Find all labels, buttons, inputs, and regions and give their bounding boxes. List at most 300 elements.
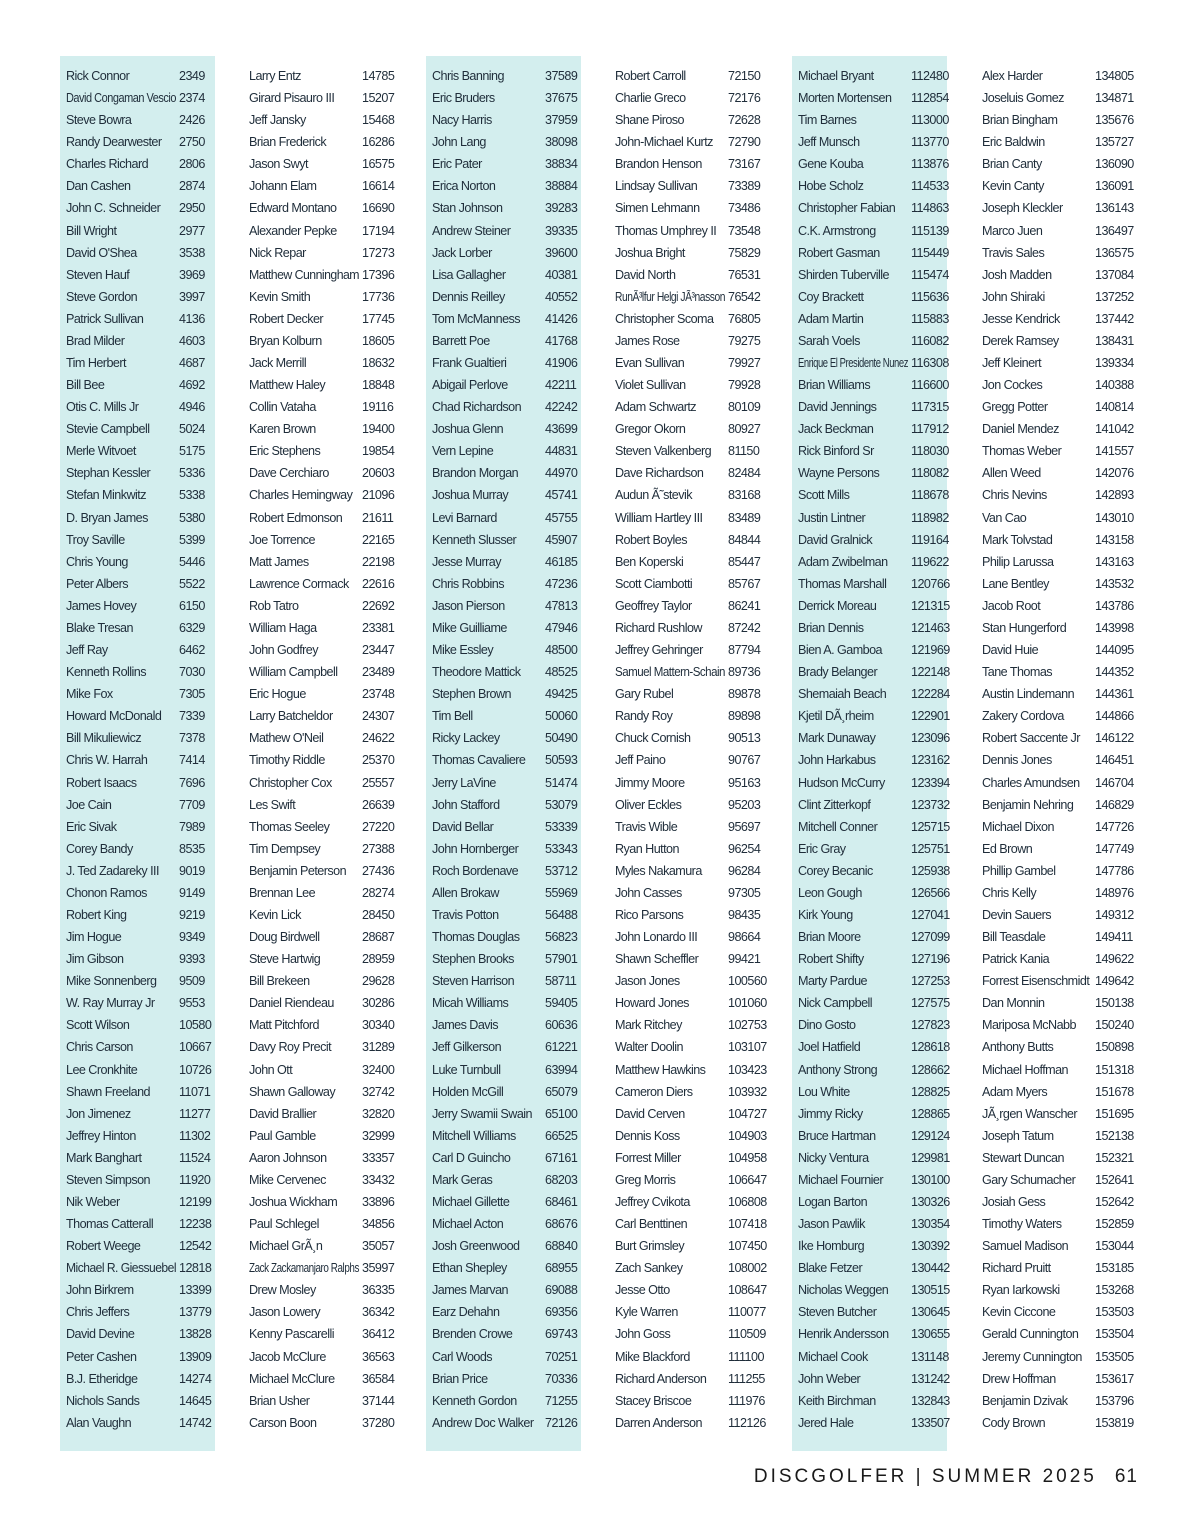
member-row — [792, 1323, 950, 1345]
member-name: Marty Pardue — [798, 974, 867, 989]
member-row — [426, 573, 581, 595]
member-row — [792, 286, 947, 308]
member-row — [60, 683, 215, 705]
member-name: Paul Gamble — [249, 1128, 316, 1143]
member-row — [976, 1036, 1134, 1058]
member-number: 73389 — [728, 179, 761, 194]
member-column-5 — [792, 56, 950, 1451]
member-number: 136090 — [1095, 157, 1134, 172]
member-name: Stephan Kessler — [66, 466, 151, 481]
member-row — [60, 749, 215, 771]
member-number: 56823 — [545, 930, 578, 945]
member-row — [243, 617, 398, 639]
member-row — [976, 772, 1134, 794]
member-row — [609, 1257, 767, 1279]
member-row — [60, 1059, 215, 1081]
member-name: Lindsay Sullivan — [615, 179, 698, 194]
member-name: Thomas Douglas — [432, 930, 520, 945]
member-number: 98435 — [728, 907, 761, 922]
member-row — [609, 926, 764, 948]
member-name: Geoffrey Taylor — [615, 598, 692, 613]
member-name: Jimmy Ricky — [798, 1106, 863, 1121]
member-name: Gerald Cunnington — [982, 1327, 1079, 1342]
member-row — [243, 1191, 398, 1213]
member-number: 120766 — [911, 576, 950, 591]
member-number: 5024 — [179, 422, 205, 437]
member-name: Daniel Riendeau — [249, 996, 334, 1011]
member-number: 56488 — [545, 907, 578, 922]
member-name: Alexander Pepke — [249, 223, 337, 238]
member-row — [976, 1390, 1134, 1412]
member-row — [243, 970, 398, 992]
member-row — [609, 308, 764, 330]
member-number: 2874 — [179, 179, 205, 194]
member-row — [60, 705, 215, 727]
member-name: Stan Johnson — [432, 201, 503, 216]
member-number: 60636 — [545, 1018, 578, 1033]
member-name: Jim Gibson — [66, 952, 124, 967]
member-name: Chris Carson — [66, 1040, 133, 1055]
member-row — [60, 860, 215, 882]
member-row — [60, 308, 215, 330]
member-name: James Davis — [432, 1018, 499, 1033]
member-row — [60, 507, 215, 529]
member-number: 113770 — [911, 135, 949, 150]
member-name: Benjamin Nehring — [982, 797, 1074, 812]
member-number: 61221 — [545, 1040, 578, 1055]
member-name: Morten Mortensen — [798, 91, 892, 106]
member-name: Jim Hogue — [66, 930, 122, 945]
member-number: 81150 — [728, 444, 760, 459]
member-row — [426, 749, 581, 771]
member-row — [60, 904, 215, 926]
member-name: John Harkabus — [798, 753, 876, 768]
member-number: 149411 — [1095, 930, 1133, 945]
member-number: 110077 — [728, 1305, 766, 1320]
member-name: Stewart Duncan — [982, 1150, 1064, 1165]
member-name: Eric Gray — [798, 841, 846, 856]
member-row — [243, 440, 398, 462]
member-name: Brian Usher — [249, 1393, 310, 1408]
member-row — [60, 418, 215, 440]
member-row — [976, 1301, 1134, 1323]
member-row — [792, 1279, 950, 1301]
member-row — [976, 683, 1134, 705]
member-name: Shane Piroso — [615, 113, 685, 128]
member-name: Tane Thomas — [982, 665, 1053, 680]
member-row — [792, 197, 947, 219]
member-name: Alex Harder — [982, 69, 1043, 83]
member-row — [609, 352, 764, 374]
member-number: 152641 — [1095, 1172, 1134, 1187]
member-row — [243, 109, 398, 131]
member-number: 111255 — [728, 1371, 765, 1386]
member-row — [426, 705, 581, 727]
member-name: Jason Pawlik — [798, 1217, 865, 1232]
member-row — [243, 153, 398, 175]
member-row — [609, 573, 764, 595]
member-name: Mike Essley — [432, 643, 494, 658]
member-row — [792, 882, 950, 904]
member-name: Robert Carroll — [615, 69, 686, 83]
member-number: 127253 — [911, 974, 950, 989]
member-name: Steven Simpson — [66, 1172, 151, 1187]
member-row — [243, 551, 398, 573]
member-number: 128825 — [911, 1084, 950, 1099]
member-name: Cody Brown — [982, 1415, 1046, 1430]
member-number: 17273 — [362, 245, 395, 260]
member-name: Jack Merrill — [249, 356, 307, 371]
member-name: Nik Weber — [66, 1194, 120, 1209]
member-name: Patrick Sullivan — [66, 311, 144, 326]
member-number: 150898 — [1095, 1040, 1134, 1055]
member-name: Otis C. Mills Jr — [66, 400, 139, 415]
member-row — [976, 595, 1134, 617]
member-row — [792, 1036, 950, 1058]
member-name: Philip Larussa — [982, 554, 1054, 569]
member-name: Mathew O'Neil — [249, 731, 324, 746]
member-row — [243, 727, 398, 749]
member-number: 18605 — [362, 333, 395, 348]
member-name: Justin Lintner — [798, 510, 866, 525]
member-name: Tim Barnes — [798, 113, 857, 128]
member-row — [426, 374, 581, 396]
member-row — [426, 1081, 581, 1103]
member-number: 7709 — [179, 797, 205, 812]
member-number: 151678 — [1095, 1084, 1134, 1099]
member-number: 11302 — [179, 1128, 211, 1143]
member-row — [60, 1103, 215, 1125]
member-row — [426, 661, 581, 683]
member-row — [609, 1213, 767, 1235]
member-number: 146451 — [1095, 753, 1134, 768]
member-row — [243, 860, 398, 882]
member-name: JÃ¸rgen Wanscher — [982, 1106, 1078, 1121]
member-name: Nick Campbell — [798, 996, 873, 1011]
member-name: Shemaiah Beach — [798, 687, 887, 702]
member-row — [60, 109, 215, 131]
member-number: 9349 — [179, 930, 205, 945]
member-row — [243, 131, 398, 153]
member-name: Michael Cook — [798, 1349, 868, 1364]
member-name: Allen Brokaw — [432, 885, 499, 900]
member-row — [426, 1059, 581, 1081]
member-row — [426, 462, 581, 484]
member-row — [60, 1191, 215, 1213]
member-number: 41426 — [545, 311, 578, 326]
member-number: 134871 — [1095, 91, 1134, 106]
member-row — [426, 551, 581, 573]
member-number: 17396 — [362, 267, 395, 282]
member-name: Mark Geras — [432, 1172, 493, 1187]
member-name: Bill Teasdale — [982, 930, 1046, 945]
member-number: 153819 — [1095, 1415, 1134, 1430]
member-row — [792, 462, 947, 484]
member-row — [243, 1125, 398, 1147]
member-row — [243, 242, 398, 264]
member-number: 126566 — [911, 885, 950, 900]
member-name: Jason Jones — [615, 974, 680, 989]
member-row — [243, 772, 398, 794]
member-name: Mariposa McNabb — [982, 1018, 1076, 1033]
member-name: Jered Hale — [798, 1415, 854, 1430]
member-row — [426, 904, 581, 926]
member-number: 4946 — [179, 400, 205, 415]
member-number: 2977 — [179, 223, 205, 238]
member-name: John Hornberger — [432, 841, 519, 856]
member-number: 3538 — [179, 245, 205, 260]
member-name: Brian Frederick — [249, 135, 327, 150]
member-name: Jacob McClure — [249, 1349, 326, 1364]
member-number: 80927 — [728, 422, 761, 437]
member-row — [792, 242, 947, 264]
member-name: Dan Cashen — [66, 179, 131, 194]
member-row — [426, 639, 581, 661]
member-name: Shawn Freeland — [66, 1084, 151, 1099]
member-name: Josiah Gess — [982, 1194, 1046, 1209]
member-name: Rick Connor — [66, 69, 130, 83]
member-row — [976, 352, 1134, 374]
member-row — [792, 440, 947, 462]
member-row — [792, 1103, 950, 1125]
member-row — [426, 683, 581, 705]
member-row — [792, 595, 950, 617]
member-row — [609, 1368, 764, 1390]
member-row — [792, 860, 950, 882]
member-number: 138431 — [1095, 333, 1134, 348]
member-name: Luke Turnbull — [432, 1062, 501, 1077]
member-row — [609, 705, 764, 727]
member-number: 7305 — [179, 687, 205, 702]
member-number: 13399 — [179, 1283, 212, 1298]
member-row — [60, 153, 215, 175]
member-row — [792, 220, 947, 242]
member-name: Bill Wright — [66, 223, 117, 238]
member-number: 55969 — [545, 885, 578, 900]
member-name: Chris Jeffers — [66, 1305, 130, 1320]
member-row — [609, 1081, 767, 1103]
member-name: Chris Robbins — [432, 576, 504, 591]
member-name: Bill Brekeen — [249, 974, 310, 989]
member-row — [426, 816, 581, 838]
member-number: 90767 — [728, 753, 761, 768]
member-number: 67161 — [545, 1150, 578, 1165]
member-row — [609, 529, 764, 551]
member-name: John Lang — [432, 135, 486, 150]
member-row — [60, 1014, 215, 1036]
member-name: Bill Bee — [66, 378, 105, 393]
member-number: 48525 — [545, 665, 578, 680]
member-number: 119622 — [911, 554, 949, 569]
member-name: Gregor Okorn — [615, 422, 686, 437]
member-row — [792, 109, 947, 131]
member-row — [976, 242, 1134, 264]
member-name: William Hartley III — [615, 510, 703, 525]
member-number: 114533 — [911, 179, 949, 194]
member-row — [426, 242, 581, 264]
member-number: 149312 — [1095, 907, 1134, 922]
member-name: Leon Gough — [798, 885, 862, 900]
member-name: Kevin Ciccone — [982, 1305, 1056, 1320]
member-number: 65079 — [545, 1084, 578, 1099]
member-number: 125715 — [911, 819, 950, 834]
member-row — [976, 948, 1134, 970]
member-number: 107418 — [728, 1217, 767, 1232]
member-name: Drew Mosley — [249, 1283, 316, 1298]
member-number: 14645 — [179, 1393, 212, 1408]
member-name: Chuck Cornish — [615, 731, 691, 746]
member-name: Joel Hatfield — [798, 1040, 861, 1055]
member-number: 2950 — [179, 201, 205, 216]
member-number: 141557 — [1095, 444, 1134, 459]
member-number: 63994 — [545, 1062, 578, 1077]
member-number: 44831 — [545, 444, 578, 459]
member-number: 68676 — [545, 1217, 578, 1232]
member-row — [609, 1390, 764, 1412]
member-name: John-Michael Kurtz — [615, 135, 713, 150]
member-number: 30340 — [362, 1018, 395, 1033]
member-number: 114863 — [911, 201, 949, 216]
member-number: 83489 — [728, 510, 761, 525]
member-row — [243, 462, 398, 484]
member-row — [243, 286, 398, 308]
member-name: Stefan Minkwitz — [66, 488, 146, 503]
member-name: Walter Doolin — [615, 1040, 683, 1055]
member-row — [976, 1103, 1134, 1125]
member-number: 147726 — [1095, 819, 1134, 834]
member-name: Ike Homburg — [798, 1239, 865, 1254]
member-number: 2374 — [179, 91, 205, 106]
member-number: 130392 — [911, 1239, 950, 1254]
member-number: 17745 — [362, 311, 395, 326]
member-row — [609, 1412, 764, 1434]
member-number: 104958 — [728, 1150, 767, 1165]
member-number: 137252 — [1095, 289, 1134, 304]
member-row — [426, 440, 581, 462]
member-number: 147786 — [1095, 863, 1134, 878]
member-row — [243, 1412, 398, 1434]
member-name: Robert Gasman — [798, 245, 880, 260]
member-number: 117315 — [911, 400, 949, 415]
member-name: Hobe Scholz — [798, 179, 864, 194]
member-name: Merle Witvoet — [66, 444, 136, 459]
member-number: 86241 — [728, 598, 761, 613]
member-name: William Haga — [249, 620, 317, 635]
member-name: John Weber — [798, 1371, 861, 1386]
member-number: 73167 — [728, 157, 761, 172]
member-row — [426, 1390, 581, 1412]
member-number: 43699 — [545, 422, 578, 437]
member-row — [243, 65, 398, 87]
member-number: 123096 — [911, 731, 950, 746]
member-name: B.J. Etheridge — [66, 1371, 138, 1386]
member-row — [792, 1390, 950, 1412]
member-name: Frank Gualtieri — [432, 356, 507, 371]
member-name: Gene Kouba — [798, 157, 864, 172]
member-name: Joe Cain — [66, 797, 112, 812]
member-number: 70251 — [545, 1349, 578, 1364]
member-number: 89898 — [728, 709, 761, 724]
member-name: Stephen Brown — [432, 687, 511, 702]
member-name: Stan Hungerford — [982, 620, 1067, 635]
member-row — [60, 462, 215, 484]
member-name: Thomas Cavaliere — [432, 753, 526, 768]
member-number: 140388 — [1095, 378, 1134, 393]
member-row — [792, 1213, 950, 1235]
member-row — [243, 374, 398, 396]
member-row — [976, 418, 1134, 440]
member-number: 152138 — [1095, 1128, 1134, 1143]
member-row — [609, 1059, 767, 1081]
member-number: 144866 — [1095, 709, 1134, 724]
member-name: Adam Martin — [798, 311, 864, 326]
member-number: 2750 — [179, 135, 205, 150]
member-number: 24622 — [362, 731, 395, 746]
member-name: Eric Pater — [432, 157, 482, 172]
member-number: 150138 — [1095, 996, 1134, 1011]
member-row — [426, 1279, 581, 1301]
member-number: 113000 — [911, 113, 949, 128]
member-name: Mark Banghart — [66, 1150, 142, 1165]
member-name: Samuel Mattern-Schain — [615, 665, 725, 680]
member-row — [60, 772, 215, 794]
member-name: Darren Anderson — [615, 1415, 702, 1430]
member-column-6 — [976, 56, 1134, 1451]
member-name: Brian Bingham — [982, 113, 1058, 128]
member-name: Ryan Hutton — [615, 841, 679, 856]
member-name: Peter Albers — [66, 576, 129, 591]
member-number: 97305 — [728, 885, 761, 900]
member-number: 3997 — [179, 289, 205, 304]
member-row — [976, 1125, 1134, 1147]
member-number: 142893 — [1095, 488, 1134, 503]
member-name: Shawn Galloway — [249, 1084, 336, 1099]
member-row — [60, 1169, 215, 1191]
member-row — [976, 330, 1134, 352]
member-number: 89878 — [728, 687, 761, 702]
member-row — [609, 838, 764, 860]
member-name: Charlie Greco — [615, 91, 686, 106]
member-name: Dennis Koss — [615, 1128, 680, 1143]
member-name: Nicholas Weggen — [798, 1283, 889, 1298]
member-row — [609, 462, 764, 484]
member-number: 28959 — [362, 952, 395, 967]
member-name: Benjamin Dzivak — [982, 1393, 1068, 1408]
member-name: Earz Dehahn — [432, 1305, 500, 1320]
member-row — [609, 794, 764, 816]
member-name: Jon Jimenez — [66, 1106, 131, 1121]
member-number: 50593 — [545, 753, 578, 768]
member-name: Chris W. Harrah — [66, 753, 148, 768]
member-number: 148976 — [1095, 885, 1134, 900]
member-number: 102753 — [728, 1018, 767, 1033]
member-number: 50060 — [545, 709, 578, 724]
member-number: 46185 — [545, 554, 578, 569]
member-number: 27220 — [362, 819, 395, 834]
member-name: Allen Weed — [982, 466, 1041, 481]
member-number: 79927 — [728, 356, 761, 371]
member-number: 53079 — [545, 797, 578, 812]
member-name: Theodore Mattick — [432, 665, 521, 680]
member-name: Levi Barnard — [432, 510, 497, 525]
member-name: Robert Weege — [66, 1239, 141, 1254]
member-number: 123732 — [911, 797, 950, 812]
member-name: Nichols Sands — [66, 1393, 140, 1408]
member-name: Rick Binford Sr — [798, 444, 874, 459]
member-number: 115883 — [911, 311, 949, 326]
member-name: Brian Canty — [982, 157, 1042, 172]
member-row — [60, 1147, 215, 1169]
